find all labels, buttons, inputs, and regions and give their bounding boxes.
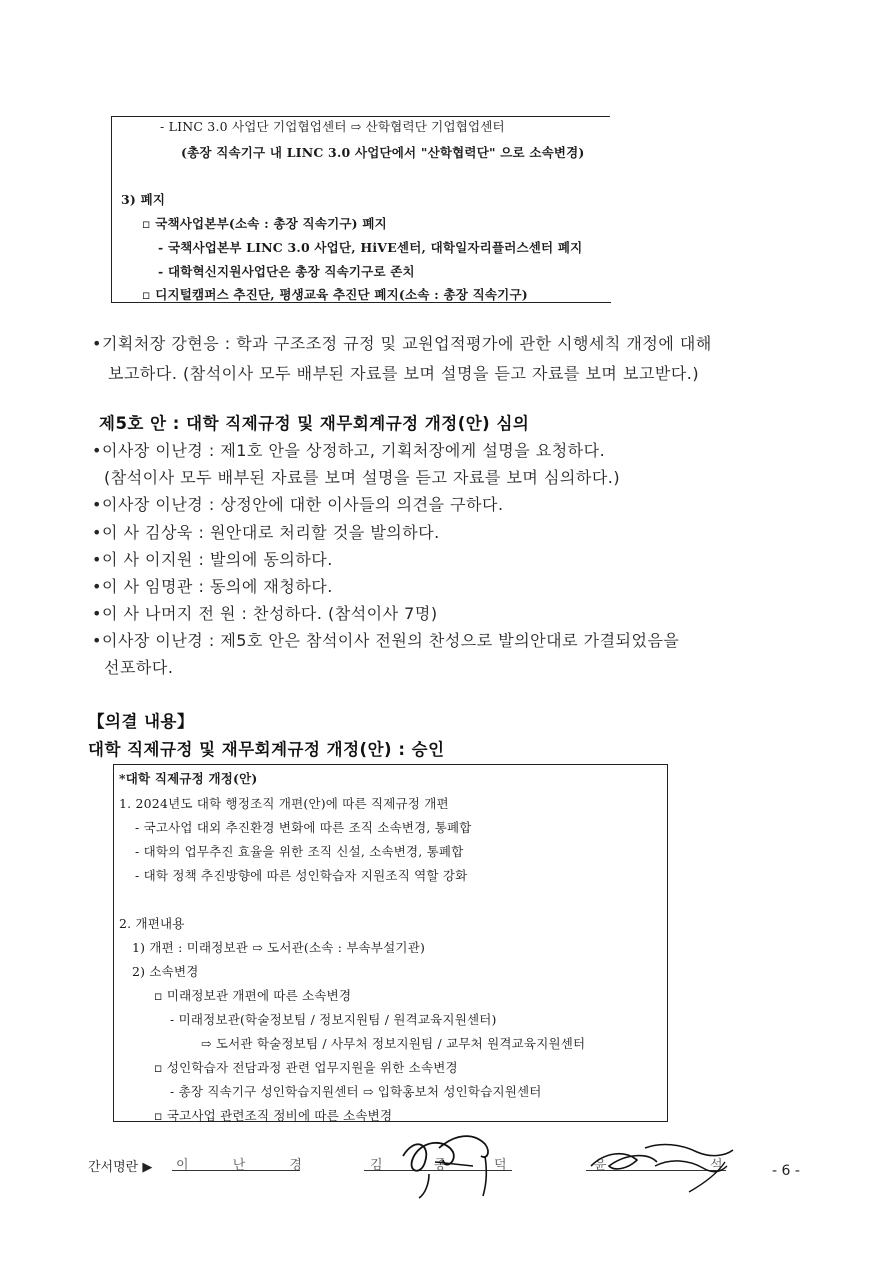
signature-line-1 — [172, 1170, 300, 1171]
box2-line: ▫ 미래정보관 개편에 따른 소속변경 — [154, 988, 352, 1003]
box1-line: ▫ 디지털캠퍼스 추진단, 평생교육 추진단 폐지(소속 : 총장 직속기구) — [142, 287, 528, 302]
box2-line: ▫ 성인학습자 전담과정 관련 업무지원을 위한 소속변경 — [154, 1060, 458, 1075]
box1-line: - 국책사업본부 LINC 3.0 사업단, HiVE센터, 대학일자리플러스센터 폐지 — [158, 240, 583, 255]
resolution-header: 【의결 내용】 — [88, 712, 195, 731]
agenda5-title: 제5호 안 : 대학 직제규정 및 재무회계규정 개정(안) 심의 — [99, 414, 530, 433]
box2-line: ▫ 국고사업 관련조직 정비에 따른 소속변경 — [154, 1108, 393, 1123]
box2-line: ⇨ 도서관 학술정보팀 / 사무처 정보지원팀 / 교무처 원격교육지원센터 — [201, 1036, 586, 1051]
agenda5-item: •이사장 이난경 : 제1호 안을 상정하고, 기획처장에게 설명을 요청하다. — [92, 441, 606, 460]
resolution-title: 대학 직제규정 및 재무회계규정 개정(안) : 승인 — [88, 740, 445, 759]
box1-line: (총장 직속기구 내 LINC 3.0 사업단에서 "산학협력단" 으로 소속변경) — [181, 145, 585, 160]
page-number: - 6 - — [772, 1163, 800, 1179]
box1-line: - LINC 3.0 사업단 기업협업센터 ⇨ 산학협력단 기업협업센터 — [160, 119, 505, 134]
agenda5-item: 선포하다. — [104, 658, 174, 677]
box2-line: *대학 직제규정 개정(안) — [119, 771, 258, 786]
box1-line: 3) 폐지 — [121, 192, 166, 207]
box1-line: - 대학혁신지원사업단은 총장 직속기구로 존치 — [158, 264, 415, 279]
box2-line: 2) 소속변경 — [132, 964, 199, 979]
agenda5-item: •이사장 이난경 : 상정안에 대한 이사들의 의견을 구하다. — [92, 495, 504, 514]
signer-3-first: 윤 — [594, 1158, 607, 1173]
box2-line: - 대학 정책 추진방향에 따른 성인학습자 지원조직 역할 강화 — [135, 868, 468, 883]
box2-line: 1. 2024년도 대학 행정조직 개편(안)에 따른 직제규정 개편 — [119, 796, 449, 811]
agenda5-item: •이 사 김상욱 : 원안대로 처리할 것을 발의하다. — [92, 523, 440, 542]
agenda5-item: •이 사 임명관 : 동의에 재청하다. — [92, 577, 333, 596]
signer-3-last: 석 — [710, 1158, 723, 1173]
report-line-1: •기획처장 강현응 : 학과 구조조정 규정 및 교원업적평가에 관한 시행세칙 개정에 대해 — [92, 334, 712, 353]
box2-line: - 대학의 업무추진 효율을 위한 조직 신설, 소속변경, 통폐합 — [135, 844, 464, 859]
box1-line: ▫ 국책사업본부(소속 : 총장 직속기구) 폐지 — [142, 216, 387, 231]
signer-2-last: 덕 — [494, 1158, 507, 1173]
box2-line: - 총장 직속기구 성인학습지원센터 ⇨ 입학홍보처 성인학습지원센터 — [170, 1084, 542, 1099]
box2-line: 2. 개편내용 — [119, 916, 185, 931]
box2-line: - 국고사업 대외 추진환경 변화에 따른 조직 소속변경, 통폐합 — [135, 820, 472, 835]
report-line-2: 보고하다. (참석이사 모두 배부된 자료를 보며 설명을 듣고 자료를 보며 보고받다.) — [108, 364, 700, 383]
signer-2-middle: 종 — [434, 1158, 447, 1173]
agenda5-item: •이 사 나머지 전 원 : 찬성하다. (참석이사 7명) — [92, 604, 438, 623]
box2-line: - 미래정보관(학술정보팀 / 정보지원팀 / 원격교육지원센터) — [170, 1012, 497, 1027]
box2-line: 1) 개편 : 미래정보관 ⇨ 도서관(소속 : 부속부설기관) — [132, 940, 426, 955]
agenda5-item: •이 사 이지원 : 발의에 동의하다. — [92, 550, 333, 569]
signer-2-first: 김 — [370, 1158, 383, 1173]
handwritten-signature-2 — [395, 1126, 505, 1202]
handwritten-signature-3 — [585, 1132, 740, 1196]
agenda5-item: •이사장 이난경 : 제5호 안은 참석이사 전원의 찬성으로 발의안대로 가결되었음을 — [92, 631, 680, 650]
signature-label: 간서명란 ▶ — [88, 1160, 153, 1175]
signer-name-1: 이 난 경 — [176, 1158, 322, 1173]
agenda5-item: (참석이사 모두 배부된 자료를 보며 설명을 듣고 자료를 보며 심의하다.) — [104, 468, 621, 487]
